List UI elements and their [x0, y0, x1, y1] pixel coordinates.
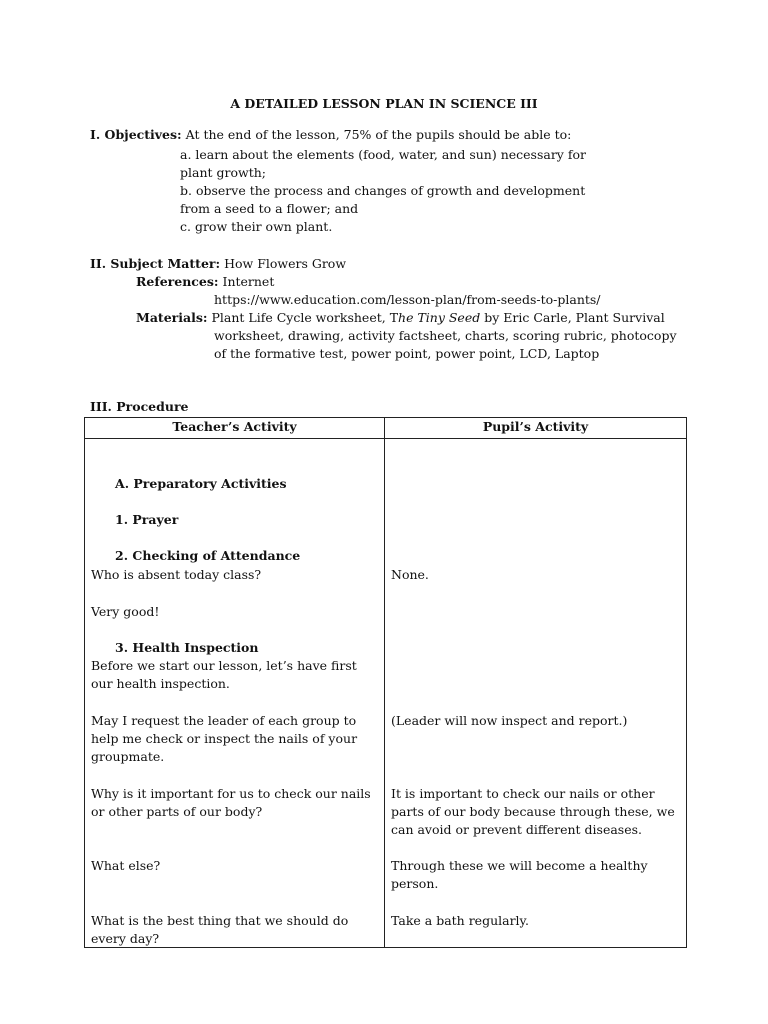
teacher-activity-header: Teacher’s Activity	[85, 418, 385, 439]
prayer-heading: 1. Prayer	[115, 512, 179, 527]
teacher-line: our health inspection.	[91, 676, 230, 691]
references-row	[136, 273, 274, 291]
objective-line: a. learn about the elements (food, water, and sun) necessary for	[180, 147, 586, 162]
materials-line: worksheet, drawing, activity factsheet, charts, scoring rubric, photocopy	[214, 328, 677, 343]
subject-matter-label: II. Subject Matter:	[90, 256, 221, 271]
pupil-line: (Leader will now inspect and report.)	[391, 713, 628, 728]
references-value: Internet	[222, 274, 275, 289]
teacher-line: groupmate.	[91, 749, 165, 764]
pupil-activity-header: Pupil’s Activity	[385, 418, 687, 439]
materials-text: by Eric Carle, Plant Survival	[480, 310, 665, 325]
teacher-line: What is the best thing that we should do	[91, 913, 349, 928]
page-title: A DETAILED LESSON PLAN IN SCIENCE III	[230, 96, 538, 111]
materials-label: Materials:	[136, 310, 208, 325]
teacher-line: or other parts of our body?	[91, 804, 263, 819]
subject-matter-section	[90, 255, 346, 273]
materials-line: of the formative test, power point, power point, LCD, Laptop	[214, 346, 600, 361]
procedure-table	[84, 417, 687, 948]
health-inspection-heading: 3. Health Inspection	[115, 640, 259, 655]
references-label: References:	[136, 274, 219, 289]
teacher-line: Very good!	[91, 604, 160, 619]
teacher-line: What else?	[91, 858, 161, 873]
pupil-line: None.	[391, 567, 429, 582]
procedure-label: III. Procedure	[90, 399, 189, 414]
pupil-line: parts of our body because through these, we	[391, 804, 675, 819]
teacher-activity-cell	[85, 439, 385, 948]
pupil-line: can avoid or prevent different diseases.	[391, 822, 643, 837]
subject-matter-value: How Flowers Grow	[224, 256, 347, 271]
objectives-label: I. Objectives:	[90, 127, 182, 142]
table-row	[85, 439, 687, 948]
teacher-line: Before we start our lesson, let’s have first	[91, 658, 357, 673]
pupil-line: person.	[391, 876, 439, 891]
book-title: he Tiny Seed	[398, 310, 481, 325]
objective-line: b. observe the process and changes of growth and development	[180, 183, 586, 198]
pupil-line: Through these we will become a healthy	[391, 858, 648, 873]
teacher-line: Why is it important for us to check our nails	[91, 786, 371, 801]
attendance-heading: 2. Checking of Attendance	[115, 548, 301, 563]
pupil-activity-cell	[385, 439, 687, 948]
teacher-line: help me check or inspect the nails of your	[91, 731, 358, 746]
materials-row	[136, 309, 665, 327]
pupil-line: Take a bath regularly.	[391, 913, 529, 928]
pupil-line: It is important to check our nails or other	[391, 786, 655, 801]
objectives-intro: At the end of the lesson, 75% of the pupils should be able to:	[185, 127, 572, 142]
table-header-row	[85, 418, 687, 439]
objective-line: plant growth;	[180, 165, 266, 180]
references-url: https://www.education.com/lesson-plan/from-seeds-to-plants/	[214, 292, 601, 307]
materials-text: Plant Life Cycle worksheet, T	[211, 310, 399, 325]
objectives-section	[90, 126, 571, 144]
objective-line: c. grow their own plant.	[180, 219, 333, 234]
teacher-line: May I request the leader of each group to	[91, 713, 357, 728]
objective-line: from a seed to a flower; and	[180, 201, 359, 216]
teacher-line: Who is absent today class?	[91, 567, 262, 582]
teacher-line: every day?	[91, 931, 160, 946]
preparatory-activities-heading: A. Preparatory Activities	[115, 476, 287, 491]
